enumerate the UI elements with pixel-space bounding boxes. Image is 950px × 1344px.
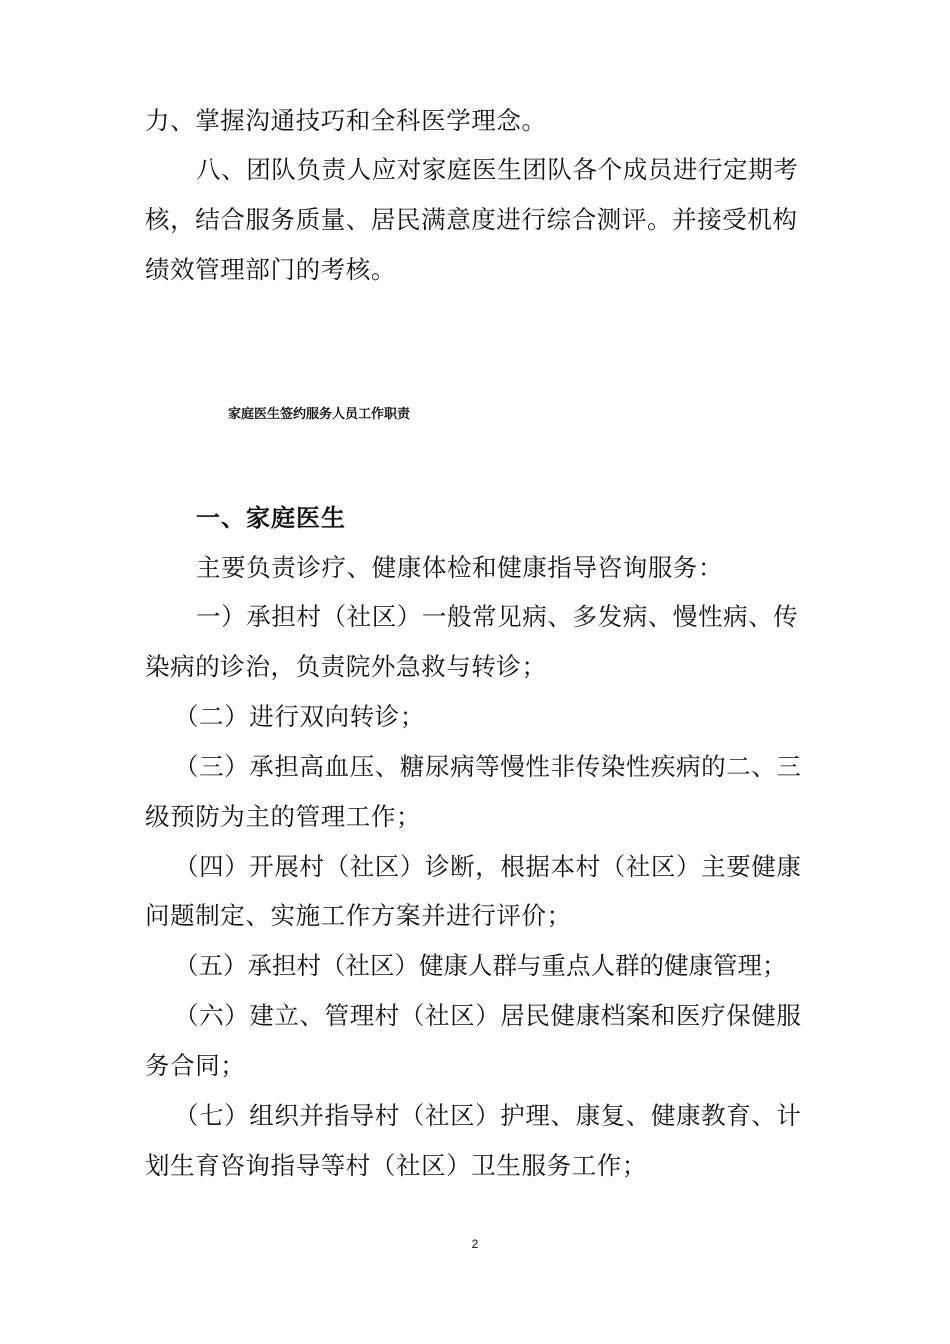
duty-3-line-1: （三）承担高血压、糖尿病等慢性非传染性疾病的二、三 (174, 752, 802, 781)
paragraph-continuation-line: 力、掌握沟通技巧和全科医学理念。 (145, 106, 547, 135)
duty-7-line-2: 划生育咨询指导等村（社区）卫生服务工作； (145, 1151, 647, 1180)
duty-4-line-1: （四）开展村（社区）诊断，根据本村（社区）主要健康 (174, 852, 802, 881)
item-8-line-3: 绩效管理部门的考核。 (145, 255, 396, 284)
duty-4-line-2: 问题制定、实施工作方案并进行评价； (145, 901, 572, 930)
duty-6-line-1: （六）建立、管理村（社区）居民健康档案和医疗保健服 (174, 1001, 802, 1030)
page-number: 2 (471, 1237, 479, 1251)
document-subtitle: 家庭医生签约服务人员工作职责 (228, 407, 411, 422)
section-heading-family-doctor: 一、家庭医生 (196, 504, 346, 532)
item-8-line-2: 核，结合服务质量、居民满意度进行综合测评。并接受机构 (145, 205, 798, 234)
section-intro: 主要负责诊疗、健康体检和健康指导咨询服务： (196, 553, 724, 582)
duty-6-line-2: 务合同； (145, 1051, 246, 1080)
duty-2-line-1: （二）进行双向转诊； (174, 702, 425, 731)
duty-3-line-2: 级预防为主的管理工作； (145, 802, 422, 831)
duty-5-line-1: （五）承担村（社区）健康人群与重点人群的健康管理； (174, 951, 787, 980)
item-8-line-1: 八、团队负责人应对家庭医生团队各个成员进行定期考 (196, 155, 799, 184)
duty-1-line-1: 一）承担村（社区）一般常见病、多发病、慢性病、传 (196, 602, 799, 631)
duty-7-line-1: （七）组织并指导村（社区）护理、康复、健康教育、计 (174, 1101, 802, 1130)
duty-1-line-2: 染病的诊治，负责院外急救与转诊； (145, 652, 547, 681)
